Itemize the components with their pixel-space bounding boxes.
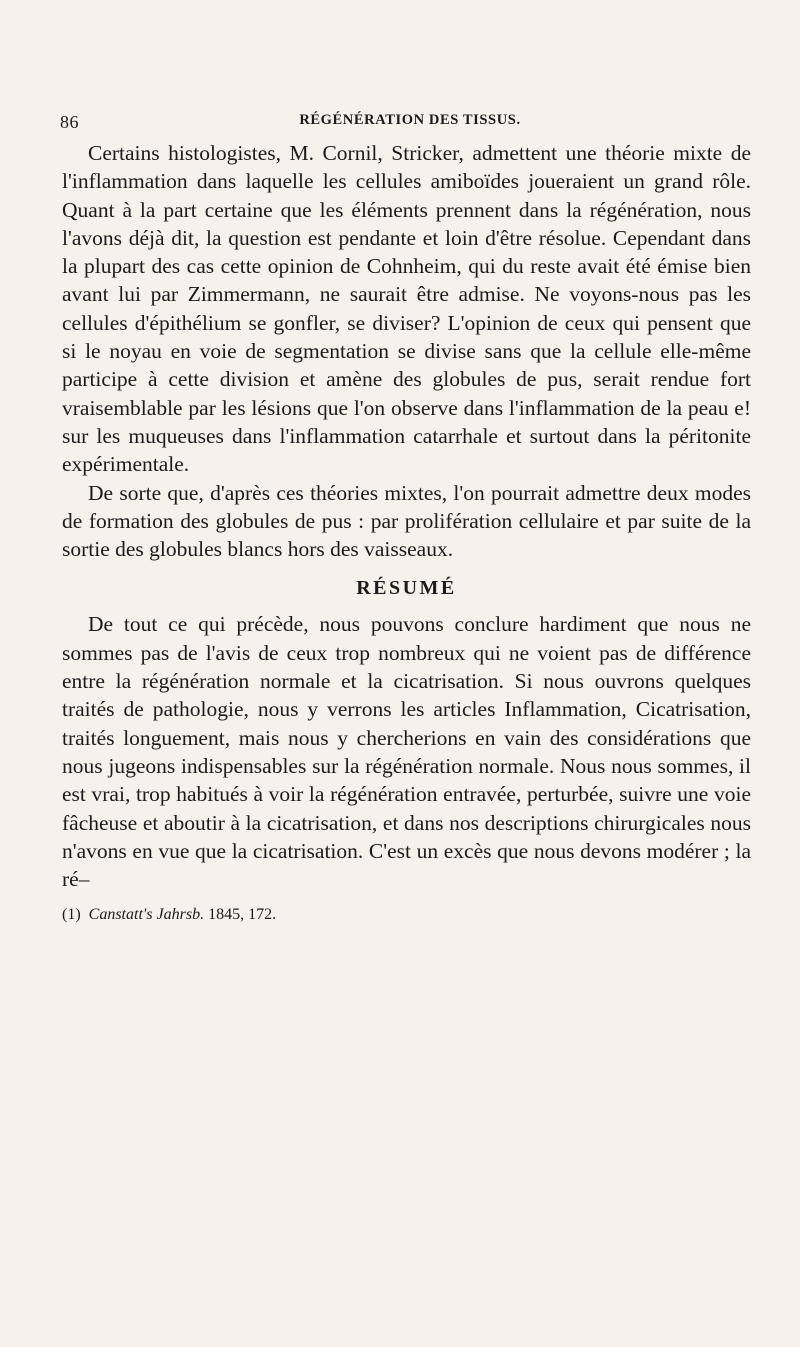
- paragraph-resume: De tout ce qui précède, nous pouvons conclure hardiment que nous ne sommes pas de l'avis de ceux trop nombreux qui ne voient pas de différence entre la régénération normale et la cicatrisation. Si nous ouvrons quelques traités de pathologie, nous y verrons les articles Inflammation, Cicatrisation, traités longuement, mais nous y chercherions en vain des considérations que nous jugeons indispensables sur la régénération normale. Nous nous sommes, il est vrai, trop habitués à voir la régénération entravée, perturbée, suivre une voie fâcheuse et aboutir à la cicatrisation, et dans nos descriptions chirurgicales nous n'avons en vue que la cicatrisation. C'est un excès que nous devons modérer ; la ré–: [62, 612, 751, 892]
- footnote-mark: (1): [62, 906, 81, 924]
- footnote-detail: 1845, 172.: [208, 906, 277, 924]
- footnote: [62, 905, 751, 925]
- body-text: [62, 139, 751, 925]
- paragraph-theorie-mixte: Certains histologistes, M. Cornil, Stricker, admettent une théorie mixte de l'inflammation dans laquelle les cellules amiboïdes joueraient un grand rôle. Quant à la part certaine que les éléments prennent dans la régénération, nous l'avons déjà dit, la question est pendante et loin d'être résolue. Cependant dans la plupart des cas cette opinion de Cohnheim, qui du reste avait été émise bien avant lui par Zimmermann, ne saurait être admise. Ne voyons-nous pas les cellules d'épithélium se gonfler, se diviser? L'opinion de ceux qui pensent que si le noyau en voie de segmentation se divise sans que la cellule elle-même participe à cette division et amène des globules de pus, serait rendue fort vraisemblable par les lésions que l'on observe dans l'inflammation de la peau e! sur les muqueuses dans l'inflammation catarrhale et surtout dans la péritonite expérimentale.: [62, 141, 751, 477]
- footnote-source: Canstatt's Jahrsb.: [88, 906, 205, 924]
- section-heading-resume: RÉSUMÉ: [356, 577, 457, 600]
- page-number: 86: [60, 112, 79, 132]
- running-head: [60, 112, 760, 136]
- running-title: RÉGÉNÉRATION DES TISSUS.: [299, 112, 521, 128]
- paragraph-deux-modes: De sorte que, d'après ces théories mixtes, l'on pourrait admettre deux modes de formation des globules de pus : par prolifération cellulaire et par suite de la sortie des globules blancs hors des vaisseaux.: [62, 480, 751, 562]
